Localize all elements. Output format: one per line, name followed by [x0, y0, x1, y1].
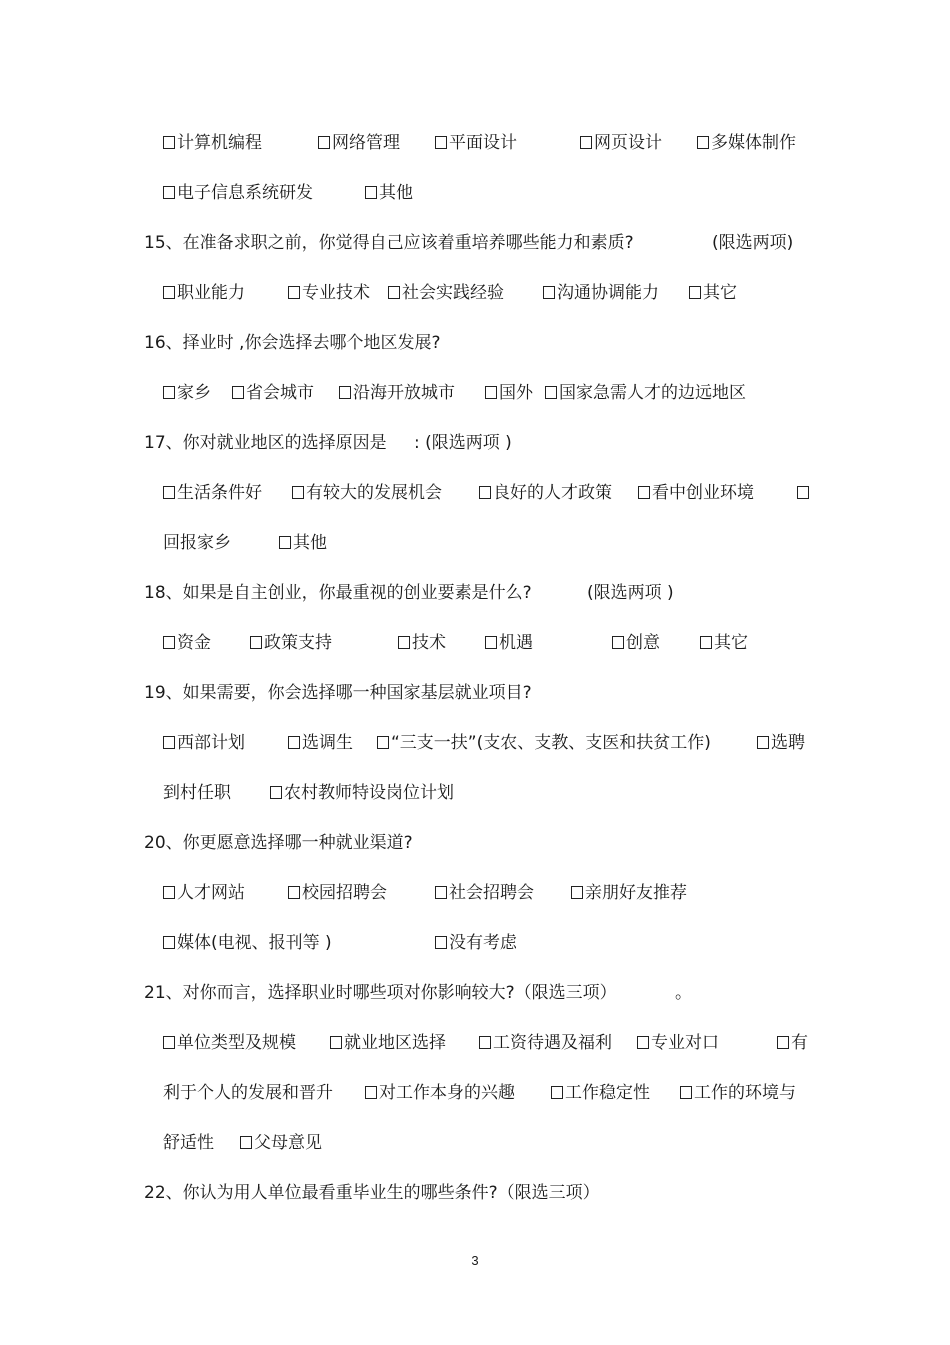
checkbox-square-icon[interactable] — [545, 386, 557, 399]
checkbox-square-icon[interactable] — [240, 1136, 252, 1149]
option-label: 网页设计 — [594, 133, 662, 153]
option-label: 有较大的发展机会 — [306, 483, 442, 503]
checkbox-square-icon[interactable] — [330, 1036, 342, 1049]
option-label: 机遇 — [499, 633, 533, 653]
checkbox-option[interactable] — [697, 133, 796, 153]
checkbox-square-icon[interactable] — [339, 386, 351, 399]
checkbox-option[interactable] — [479, 1033, 612, 1053]
option-label: 网络管理 — [332, 133, 400, 153]
checkbox-option[interactable] — [797, 483, 811, 503]
checkbox-square-icon[interactable] — [689, 286, 701, 299]
checkbox-square-icon[interactable] — [551, 1086, 563, 1099]
option-label: 家乡 — [177, 383, 211, 403]
checkbox-square-icon[interactable] — [288, 886, 300, 899]
checkbox-option[interactable] — [680, 1083, 796, 1103]
option-label: 工资待遇及福利 — [493, 1033, 612, 1053]
checkbox-square-icon[interactable] — [479, 1036, 491, 1049]
checkbox-square-icon[interactable] — [435, 136, 447, 149]
option-label: 。 — [675, 983, 692, 1003]
checkbox-square-icon[interactable] — [777, 1036, 789, 1049]
option-label: 20、你更愿意选择哪一种就业渠道? — [144, 833, 413, 853]
checkbox-square-icon[interactable] — [163, 136, 175, 149]
page-number: 3 — [471, 1253, 479, 1268]
checkbox-square-icon[interactable] — [163, 186, 175, 199]
option-label: 到村任职 — [163, 783, 231, 803]
option-label: 良好的人才政策 — [493, 483, 612, 503]
question-text — [144, 433, 387, 453]
question-text — [712, 233, 793, 253]
option-label: 工作的环境与 — [694, 1083, 796, 1103]
question-text — [144, 833, 413, 853]
checkbox-square-icon[interactable] — [638, 486, 650, 499]
checkbox-option[interactable] — [757, 733, 805, 753]
checkbox-square-icon[interactable] — [680, 1086, 692, 1099]
option-label: 职业能力 — [177, 283, 245, 303]
checkbox-option[interactable] — [689, 283, 737, 303]
option-label: 19、如果需要，你会选择哪一种国家基层就业项目? — [144, 683, 532, 703]
checkbox-option[interactable] — [163, 383, 211, 403]
option-label: 单位类型及规模 — [177, 1033, 296, 1053]
checkbox-square-icon[interactable] — [697, 136, 709, 149]
checkbox-square-icon[interactable] — [571, 886, 583, 899]
checkbox-square-icon[interactable] — [163, 486, 175, 499]
checkbox-option[interactable] — [485, 633, 533, 653]
option-label: 选调生 — [302, 733, 353, 753]
option-label: 专业技术 — [302, 283, 370, 303]
question-text — [587, 583, 674, 603]
option-label: 没有考虑 — [449, 933, 517, 953]
option-label: (限选两项 ) — [587, 583, 674, 603]
checkbox-option[interactable] — [279, 533, 327, 553]
checkbox-option[interactable] — [485, 383, 533, 403]
question-text — [144, 583, 532, 603]
checkbox-option[interactable] — [288, 883, 387, 903]
checkbox-square-icon[interactable] — [637, 1036, 649, 1049]
checkbox-square-icon[interactable] — [163, 736, 175, 749]
checkbox-option[interactable] — [638, 483, 754, 503]
checkbox-square-icon[interactable] — [757, 736, 769, 749]
checkbox-option[interactable] — [330, 1033, 446, 1053]
checkbox-option[interactable] — [318, 133, 400, 153]
option-label: 16、择业时 ,你会选择去哪个地区发展? — [144, 333, 441, 353]
option-label: 省会城市 — [246, 383, 314, 403]
option-label: 农村教师特设岗位计划 — [284, 783, 454, 803]
option-label: (限选两项) — [712, 233, 794, 253]
option-label: 专业对口 — [651, 1033, 719, 1053]
checkbox-option[interactable] — [163, 283, 245, 303]
checkbox-option[interactable] — [163, 733, 245, 753]
checkbox-square-icon[interactable] — [543, 286, 555, 299]
checkbox-square-icon[interactable] — [797, 486, 809, 499]
option-label: 17、你对就业地区的选择原因是 — [144, 433, 387, 453]
option-continuation-text — [163, 533, 231, 553]
question-text — [144, 233, 634, 253]
option-label: 沿海开放城市 — [353, 383, 455, 403]
option-label: 媒体(电视、报刊等 ) — [177, 933, 332, 953]
checkbox-option[interactable] — [377, 733, 711, 753]
checkbox-square-icon[interactable] — [163, 886, 175, 899]
checkbox-option[interactable] — [288, 733, 353, 753]
checkbox-square-icon[interactable] — [288, 736, 300, 749]
option-continuation-text — [163, 783, 231, 803]
checkbox-square-icon[interactable] — [435, 886, 447, 899]
option-label: 其它 — [714, 633, 748, 653]
checkbox-option[interactable] — [571, 883, 687, 903]
option-label: 资金 — [177, 633, 211, 653]
checkbox-option[interactable] — [163, 483, 262, 503]
question-text — [675, 983, 692, 1003]
option-label: 利于个人的发展和晋升 — [163, 1083, 333, 1103]
option-label: 父母意见 — [254, 1133, 322, 1153]
option-continuation-text — [163, 1083, 333, 1103]
checkbox-option[interactable] — [163, 183, 313, 203]
option-label: 回报家乡 — [163, 533, 231, 553]
option-continuation-text — [163, 1133, 214, 1153]
checkbox-option[interactable] — [365, 1083, 515, 1103]
checkbox-square-icon[interactable] — [250, 636, 262, 649]
option-label: 校园招聘会 — [302, 883, 387, 903]
checkbox-option[interactable] — [270, 783, 454, 803]
checkbox-option[interactable] — [250, 633, 332, 653]
option-label: 国家急需人才的边远地区 — [559, 383, 746, 403]
checkbox-square-icon[interactable] — [700, 636, 712, 649]
checkbox-option[interactable] — [777, 1033, 808, 1053]
option-label: 人才网站 — [177, 883, 245, 903]
checkbox-option[interactable] — [435, 933, 517, 953]
option-label: 工作稳定性 — [565, 1083, 650, 1103]
checkbox-square-icon[interactable] — [163, 286, 175, 299]
option-label: 平面设计 — [449, 133, 517, 153]
checkbox-square-icon[interactable] — [365, 1086, 377, 1099]
question-text — [144, 983, 617, 1003]
checkbox-option[interactable] — [163, 633, 211, 653]
option-label: 生活条件好 — [177, 483, 262, 503]
option-label: 社会实践经验 — [402, 283, 504, 303]
checkbox-option[interactable] — [232, 383, 314, 403]
checkbox-square-icon[interactable] — [365, 186, 377, 199]
checkbox-square-icon[interactable] — [485, 386, 497, 399]
option-label: “三支一扶”(支农、支教、支医和扶贫工作) — [391, 733, 711, 753]
checkbox-square-icon[interactable] — [318, 136, 330, 149]
checkbox-option[interactable] — [435, 883, 534, 903]
option-label: 舒适性 — [163, 1133, 214, 1153]
option-label: 15、在准备求职之前，你觉得自己应该着重培养哪些能力和素质? — [144, 233, 634, 253]
option-label: 有 — [791, 1033, 808, 1053]
question-text — [144, 1183, 600, 1203]
checkbox-square-icon[interactable] — [288, 286, 300, 299]
checkbox-square-icon[interactable] — [163, 636, 175, 649]
checkbox-option[interactable] — [163, 883, 245, 903]
checkbox-option[interactable] — [580, 133, 662, 153]
option-label: 其它 — [703, 283, 737, 303]
checkbox-option[interactable] — [288, 283, 370, 303]
option-label: 技术 — [412, 633, 446, 653]
question-text — [144, 683, 532, 703]
checkbox-square-icon[interactable] — [388, 286, 400, 299]
option-label: 选聘 — [771, 733, 805, 753]
checkbox-square-icon[interactable] — [270, 786, 282, 799]
checkbox-square-icon[interactable] — [163, 1036, 175, 1049]
option-label: 沟通协调能力 — [557, 283, 659, 303]
checkbox-option[interactable] — [543, 283, 659, 303]
checkbox-option[interactable] — [435, 133, 517, 153]
checkbox-option[interactable] — [240, 1133, 322, 1153]
checkbox-square-icon[interactable] — [580, 136, 592, 149]
checkbox-option[interactable] — [551, 1083, 650, 1103]
checkbox-option[interactable] — [388, 283, 504, 303]
checkbox-square-icon[interactable] — [485, 636, 497, 649]
option-label: 西部计划 — [177, 733, 245, 753]
checkbox-square-icon[interactable] — [398, 636, 410, 649]
option-label: 计算机编程 — [177, 133, 262, 153]
checkbox-option[interactable] — [398, 633, 446, 653]
option-label: 电子信息系统研发 — [177, 183, 313, 203]
option-label: 就业地区选择 — [344, 1033, 446, 1053]
option-label: 对工作本身的兴趣 — [379, 1083, 515, 1103]
checkbox-square-icon[interactable] — [292, 486, 304, 499]
option-label: : (限选两项 ) — [414, 433, 512, 453]
option-label: 亲朋好友推荐 — [585, 883, 687, 903]
question-text — [414, 433, 512, 453]
option-label: 多媒体制作 — [711, 133, 796, 153]
checkbox-option[interactable] — [612, 633, 660, 653]
checkbox-square-icon[interactable] — [612, 636, 624, 649]
option-label: 政策支持 — [264, 633, 332, 653]
checkbox-option[interactable] — [292, 483, 442, 503]
checkbox-option[interactable] — [545, 383, 746, 403]
question-text — [144, 333, 440, 353]
checkbox-option[interactable] — [163, 133, 262, 153]
checkbox-option[interactable] — [637, 1033, 719, 1053]
checkbox-option[interactable] — [365, 183, 413, 203]
checkbox-square-icon[interactable] — [232, 386, 244, 399]
option-label: 18、如果是自主创业，你最重视的创业要素是什么? — [144, 583, 532, 603]
checkbox-square-icon[interactable] — [163, 386, 175, 399]
option-label: 社会招聘会 — [449, 883, 534, 903]
checkbox-square-icon[interactable] — [163, 936, 175, 949]
checkbox-option[interactable] — [339, 383, 455, 403]
option-label: 国外 — [499, 383, 533, 403]
checkbox-option[interactable] — [479, 483, 612, 503]
option-label: 其他 — [293, 533, 327, 553]
option-label: 其他 — [379, 183, 413, 203]
checkbox-option[interactable] — [700, 633, 748, 653]
option-label: 创意 — [626, 633, 660, 653]
checkbox-option[interactable] — [163, 933, 332, 953]
checkbox-square-icon[interactable] — [435, 936, 447, 949]
option-label: 看中创业环境 — [652, 483, 754, 503]
checkbox-option[interactable] — [163, 1033, 296, 1053]
option-label: 21、对你而言，选择职业时哪些项对你影响较大?（限选三项） — [144, 983, 617, 1003]
option-label: 22、你认为用人单位最看重毕业生的哪些条件?（限选三项） — [144, 1183, 600, 1203]
checkbox-square-icon[interactable] — [479, 486, 491, 499]
checkbox-square-icon[interactable] — [377, 736, 389, 749]
checkbox-square-icon[interactable] — [279, 536, 291, 549]
